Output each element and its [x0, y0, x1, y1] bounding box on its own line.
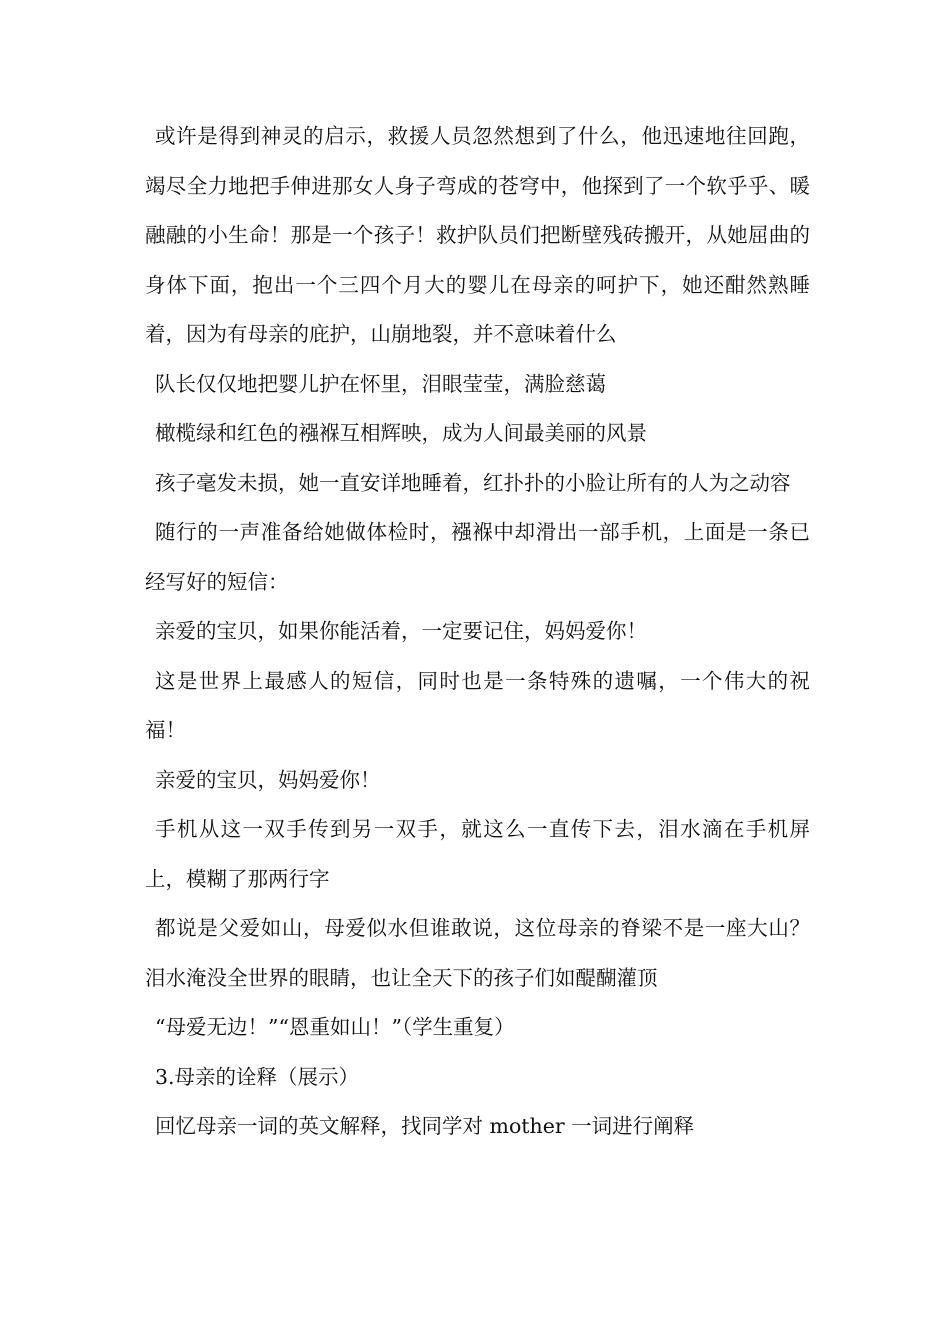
section-heading: 3.母亲的诠释（展示） [155, 1064, 360, 1089]
paragraph-3: 橄榄绿和红色的襁褓互相辉映，成为人间最美丽的风景 [155, 421, 647, 445]
paragraph-2: 队长仅仅地把婴儿护在怀里，泪眼莹莹，满脸慈蔼 [155, 371, 606, 396]
paragraph-13: 回忆母亲一词的英文解释，找同学对 mother 一词进行阐释 [155, 1114, 695, 1138]
paragraph-9: 手机从这一双手传到另一双手，就这么一直传下去，泪水滴在手机屏上，模糊了那两行字 [145, 817, 810, 891]
paragraph-11: “母爱无边！”“恩重如山！”（学生重复） [155, 1015, 515, 1039]
paragraph-5: 随行的一声准备给她做体检时，襁褓中却滑出一部手机，上面是一条已经写好的短信： [145, 520, 810, 594]
paragraph-10: 都说是父爱如山，母爱似水但谁敢说，这位母亲的脊梁不是一座大山？泪水淹没全世界的眼睛，也让全天下的孩子们如醍醐灌顶 [145, 916, 810, 990]
paragraph-4: 孩子毫发未损，她一直安详地睡着，红扑扑的小脸让所有的人为之动容 [155, 470, 791, 495]
paragraph-8: 亲爱的宝贝，妈妈爱你！ [155, 767, 381, 792]
paragraph-1: 或许是得到神灵的启示，救援人员忽然想到了什么，他迅速地往回跑，竭尽全力地把手伸进那女人身子弯成的苍穹中，他探到了一个软乎乎、暖融融的小生命！那是一个孩子！救护队员们把断壁残砖搬开，从她屈曲的身体下面，抱出一个三四个月大的婴儿在母亲的呵护下，她还酣然熟睡着，因为有母亲的庇护，山崩地裂，并不意味着什么 [145, 124, 810, 346]
paragraph-6: 亲爱的宝贝，如果你能活着，一定要记住，妈妈爱你！ [155, 619, 647, 643]
document-body [145, 112, 810, 1152]
paragraph-7: 这是世界上最感人的短信，同时也是一条特殊的遗嘱，一个伟大的祝福！ [145, 668, 810, 742]
